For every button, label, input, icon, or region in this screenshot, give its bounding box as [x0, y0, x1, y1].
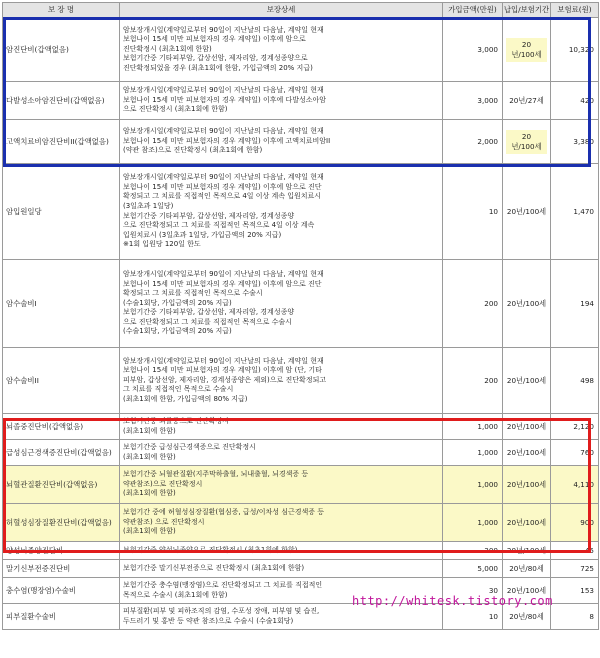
coverage-name: 다발성소아암진단비(갑액없음): [3, 82, 120, 120]
table-row: [3, 466, 599, 504]
coverage-detail: 암보장개시일(계약일로부터 90일이 지난날의 다음날, 계약일 현재 보험나이 15세 미만 피보험자의 경우 계약일) 이후에 암으로 진단확정시 (최초1회에 한함) 보험기간중 기타피부암, 갑상선암, 제자리암, 경계성종양으로 진단확정되었을 경우 (최초1회에 한함, 가입금액의 20% 지급): [120, 18, 443, 82]
coverage-period: 20년/80세: [503, 560, 551, 578]
coverage-detail: 보험기간중 뇌졸중으로 진단확정시 (최초1회에 한함): [120, 414, 443, 440]
coverage-premium: 8: [551, 604, 599, 630]
table-row: [3, 560, 599, 578]
coverage-period: 20년/100세: [506, 38, 547, 62]
coverage-detail: 보험기간중 말기신부전증으로 진단확정시 (최초1회에 한함): [120, 560, 443, 578]
coverage-period: 20년/100세: [503, 504, 551, 542]
coverage-premium: 10,320: [551, 18, 599, 82]
coverage-period: 20년/100세: [503, 260, 551, 348]
coverage-period: 20년/100세: [503, 542, 551, 560]
coverage-detail: 피부질환(피부 및 피하조직의 감염, 수포성 장애, 피부염 및 습진, 두드러기 및 홍반 등 약관 참조)으로 수술시 (수술1회당): [120, 604, 443, 630]
coverage-premium: 1,470: [551, 164, 599, 260]
coverage-premium: 3,380: [551, 120, 599, 164]
coverage-detail: 암보장개시일(계약일로부터 90일이 지난날의 다음날, 계약일 현재 보험나이 15세 미만 피보험자의 경우 계약일) 이후에 다발성소아암 으로 진단확정시 (최초1회에 한함): [120, 82, 443, 120]
coverage-name: 피부질환수술비: [3, 604, 120, 630]
table-row: [3, 348, 599, 414]
coverage-detail: 보험기간중 양성뇌종양으로 진단확정시 (최초1회에 한함): [120, 542, 443, 560]
header-detail: 보장상세: [120, 3, 443, 18]
coverage-detail: 보험기간중 급성심근경색증으로 진단확정시 (최초1회에 한함): [120, 440, 443, 466]
table-row: [3, 82, 599, 120]
coverage-amount: 200: [443, 348, 503, 414]
table-row: [3, 120, 599, 164]
coverage-name: 급성심근경색증진단비(갑액없음): [3, 440, 120, 466]
table-row: [3, 260, 599, 348]
coverage-period-cell: [503, 18, 551, 82]
coverage-period-cell: [503, 120, 551, 164]
header-period: 납입/보험기간: [503, 3, 551, 18]
coverage-name: 고액치료비암진단비II(갑액없음): [3, 120, 120, 164]
coverage-name: 말기신부전증진단비: [3, 560, 120, 578]
coverage-period: 20년/100세: [503, 164, 551, 260]
coverage-amount: 2,000: [443, 120, 503, 164]
coverage-name: 뇌혈관질환진단비(갑액없음): [3, 466, 120, 504]
coverage-detail: 보험기간중 뇌혈관질환(지주막하출혈, 뇌내출혈, 뇌경색증 등 약관참조)으로 진단확정시 (최초1회에 한함): [120, 466, 443, 504]
coverage-table: [2, 2, 599, 630]
coverage-amount: 30: [443, 578, 503, 604]
coverage-name: 암수술비I: [3, 260, 120, 348]
coverage-period: 20년/80세: [503, 604, 551, 630]
header-name: 보 장 명: [3, 3, 120, 18]
coverage-premium: 498: [551, 348, 599, 414]
coverage-detail: 암보장개시일(계약일로부터 90일이 지난날의 다음날, 계약일 현재 보험나이 15세 미만 피보험자의 경우 계약일) 이후에 고액치료비암II (약관 참조)으로 진단확정시 (최초1회에 한함): [120, 120, 443, 164]
coverage-amount: 1,000: [443, 504, 503, 542]
table-row: [3, 414, 599, 440]
coverage-name: 암입원일당: [3, 164, 120, 260]
coverage-detail: 암보장개시일(계약일로부터 90일이 지난날의 다음날, 계약일 현재 보험나이 15세 미만 피보험자의 경우 계약일) 이후에 암으로 진단 확정되고 그 치료를 직접적인 목적으로 수술시 (수술1회당, 가입금액의 20% 지급) 보험기간중 기타피부암, 갑상선암, 제자리암, 경계성종양 으로 진단확정되고 그 치료를 직접적인 목적으로 수술시 (수술1회당, 가입금액의 20% 지급): [120, 260, 443, 348]
coverage-period: 20년/100세: [503, 578, 551, 604]
coverage-amount: 1,000: [443, 414, 503, 440]
coverage-premium: 45: [551, 542, 599, 560]
coverage-premium: 725: [551, 560, 599, 578]
coverage-detail: 암보장개시일(계약일로부터 90일이 지난날의 다음날, 계약일 현재 보험나이 15세 미만 피보험자의 경우 계약일) 이후에 암으로 진단 확정되고 그 치료를 직접적인 목적으로 4일 이상 계속 입원치료시 (3일초과 1일당) 보험기간중 기타피부암, 갑상선암, 제자리암, 경계성종양 으로 진단확정되고 그 치료를 직접적인 목적으로 4일 이상 계속 입원치료시 (3일초과 1일당, 가입금액의 20% 지급) ※1회 입원당 120일 한도: [120, 164, 443, 260]
header-amount: 가입금액(만원): [443, 3, 503, 18]
coverage-amount: 1,000: [443, 440, 503, 466]
coverage-premium: 760: [551, 440, 599, 466]
coverage-name: 양성뇌종양진단비: [3, 542, 120, 560]
coverage-period: 20년/100세: [506, 130, 547, 154]
blog-watermark: http://whitesk.tistory.com: [352, 594, 553, 608]
coverage-period: 20년/27세: [503, 82, 551, 120]
coverage-detail: 보험기간중 충수염(맹장염)으로 진단확정되고 그 치료를 직접적인 목적으로 수술시 (최초1회에 한함): [120, 578, 443, 604]
coverage-amount: 5,000: [443, 560, 503, 578]
coverage-amount: 3,000: [443, 18, 503, 82]
coverage-amount: 3,000: [443, 82, 503, 120]
coverage-amount: 1,000: [443, 466, 503, 504]
coverage-premium: 2,120: [551, 414, 599, 440]
table-row: [3, 18, 599, 82]
coverage-period: 20년/100세: [503, 414, 551, 440]
coverage-premium: 420: [551, 82, 599, 120]
coverage-premium: 153: [551, 578, 599, 604]
coverage-period: 20년/100세: [503, 348, 551, 414]
coverage-period: 20년/100세: [503, 440, 551, 466]
table-header-row: [3, 3, 599, 18]
table-row: [3, 504, 599, 542]
table-row: [3, 440, 599, 466]
coverage-premium: 900: [551, 504, 599, 542]
coverage-amount: 10: [443, 604, 503, 630]
table-row: [3, 164, 599, 260]
coverage-detail: 암보장개시일(계약일로부터 90일이 지난날의 다음날, 계약일 현재 보험나이 15세 미만 피보험자의 경우 계약일) 이후에 암 (단, 기타 피부암, 갑상선암, 제자리암, 경계성종양은 제외)으로 진단확정되고 그 치료를 직접적인 목적으로 수술시 (최초1회에 한함, 가입금액의 80% 지급): [120, 348, 443, 414]
coverage-amount: 300: [443, 542, 503, 560]
coverage-detail: 보험기간 중에 허혈성심장질환(협심증, 급성/이차성 심근경색증 등 약관참조) 으로 진단확정시 (최초1회에 한함): [120, 504, 443, 542]
coverage-amount: 10: [443, 164, 503, 260]
coverage-amount: 200: [443, 260, 503, 348]
coverage-name: 뇌졸중진단비(갑액없음): [3, 414, 120, 440]
coverage-period: 20년/100세: [503, 466, 551, 504]
coverage-name: 암진단비(갑액없음): [3, 18, 120, 82]
coverage-name: 충수염(맹장염)수술비: [3, 578, 120, 604]
header-premium: 보험료(원): [551, 3, 599, 18]
coverage-name: 암수술비II: [3, 348, 120, 414]
table-row: [3, 542, 599, 560]
coverage-premium: 4,110: [551, 466, 599, 504]
coverage-name: 허혈성심장질환진단비(갑액없음): [3, 504, 120, 542]
coverage-premium: 194: [551, 260, 599, 348]
